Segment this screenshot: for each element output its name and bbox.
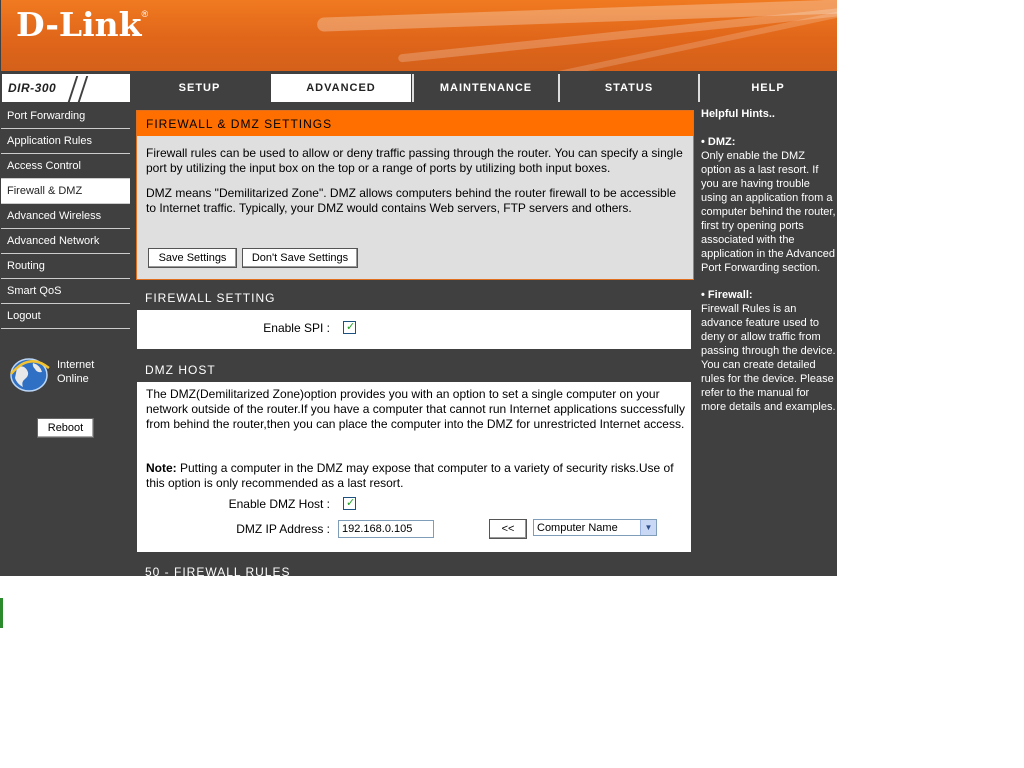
help-dmz-block	[701, 135, 836, 275]
help-firewall-heading: Firewall:	[707, 289, 753, 301]
enable-dmz-host-checkbox[interactable]	[343, 497, 356, 510]
tab-setup[interactable]: SETUP	[131, 74, 268, 102]
left-sidebar	[1, 104, 130, 576]
enable-spi-checkbox[interactable]	[343, 321, 356, 334]
bullet-icon: •	[701, 136, 705, 148]
sidebar-item-advanced-network[interactable]: Advanced Network	[1, 229, 130, 254]
help-title: Helpful Hints..	[701, 108, 775, 120]
panel-title: FIREWALL SETTING	[136, 285, 692, 310]
sidebar-item-firewall-dmz[interactable]: Firewall & DMZ	[1, 179, 130, 204]
tab-help[interactable]: HELP	[700, 74, 836, 102]
internet-label: Internet	[57, 359, 95, 371]
reboot-button[interactable]: Reboot	[37, 418, 94, 438]
sidebar-item-routing[interactable]: Routing	[1, 254, 130, 279]
panel-title: DMZ HOST	[136, 357, 692, 382]
firewall-setting-panel	[136, 285, 692, 351]
tab-status[interactable]: STATUS	[560, 74, 698, 102]
panel-title: FIREWALL & DMZ SETTINGS	[137, 111, 693, 136]
help-firewall-text: Firewall Rules is an advance feature used to deny or allow traffic from passing through the device. You can create detailed rules for the device. Please refer to the manual for more details and examples.	[701, 303, 836, 413]
dmz-ip-address-label: DMZ IP Address :	[236, 522, 330, 536]
registered-mark: ®	[141, 9, 149, 19]
enable-dmz-host-label: Enable DMZ Host :	[228, 497, 330, 511]
firewall-description: Firewall rules can be used to allow or deny traffic passing through the router. You can specify a single port by utilizing the input box on the top or a range of ports by utilizing both input boxes.	[146, 146, 683, 175]
copy-ip-button[interactable]: <<	[489, 519, 527, 539]
panel-body	[136, 310, 692, 350]
dmz-ip-address-input[interactable]	[338, 520, 434, 538]
enable-spi-label: Enable SPI :	[263, 321, 330, 335]
computer-name-select[interactable]	[533, 519, 657, 536]
computer-name-value: Computer Name	[537, 522, 618, 534]
help-dmz-heading: DMZ:	[707, 136, 736, 148]
model-name: DIR-300	[8, 81, 57, 95]
tab-advanced[interactable]: ADVANCED	[271, 74, 411, 102]
sidebar-item-access-control[interactable]: Access Control	[1, 154, 130, 179]
note-text: Putting a computer in the DMZ may expose that computer to a variety of security risks.Use of this option is only recommended as a last resort.	[146, 461, 674, 490]
internet-status	[7, 352, 127, 397]
sidebar-item-application-rules[interactable]: Application Rules	[1, 129, 130, 154]
banner	[1, 0, 837, 71]
help-firewall-block	[701, 288, 836, 414]
firewall-rules-panel	[136, 559, 692, 576]
check-icon: ✓	[346, 321, 356, 333]
firewall-dmz-settings-panel	[136, 110, 694, 280]
sidebar-item-port-forwarding[interactable]: Port Forwarding	[1, 104, 130, 129]
note-label: Note:	[146, 461, 177, 475]
dmz-host-panel	[136, 357, 692, 554]
model-badge	[2, 74, 130, 102]
desktop-edge	[0, 598, 3, 628]
sidebar-item-advanced-wireless[interactable]: Advanced Wireless	[1, 204, 130, 229]
panel-title: 50 - FIREWALL RULES	[136, 559, 692, 576]
check-icon: ✓	[346, 497, 356, 509]
dmz-note	[146, 461, 686, 491]
sidebar-item-logout[interactable]: Logout	[1, 304, 130, 329]
sidebar-item-smart-qos[interactable]: Smart QoS	[1, 279, 130, 304]
bullet-icon: •	[701, 289, 705, 301]
helpful-hints-panel	[699, 104, 837, 576]
top-navigation	[1, 72, 837, 103]
chevron-down-icon: ▼	[640, 520, 656, 535]
globe-icon	[7, 354, 51, 394]
panel-body	[136, 382, 692, 553]
save-settings-button[interactable]: Save Settings	[148, 248, 237, 268]
dmz-description: DMZ means "Demilitarized Zone". DMZ allows computers behind the router firewall to be accessible to Internet traffic. Typically, your DMZ would contains Web servers, FTP servers and others.	[146, 186, 677, 215]
dmz-host-description: The DMZ(Demilitarized Zone)option provides you with an option to set a single computer on your network outside of the router.If you have a computer that cannot run Internet applications successfully from behind the router,then you can place the computer into the DMZ for unrestricted Internet access.	[146, 387, 685, 431]
online-status: Online	[57, 373, 89, 385]
dont-save-settings-button[interactable]: Don't Save Settings	[242, 248, 358, 268]
tab-maintenance[interactable]: MAINTENANCE	[414, 74, 558, 102]
slash-decoration	[68, 76, 78, 102]
help-dmz-text: Only enable the DMZ option as a last resort. If you are having trouble using an application from a computer behind the router, first try opening ports associated with the application in the Advanced Port Forwarding section.	[701, 150, 836, 274]
dlink-logo	[16, 5, 148, 44]
logo-text: D-Link	[16, 5, 142, 44]
slash-decoration	[78, 76, 88, 102]
